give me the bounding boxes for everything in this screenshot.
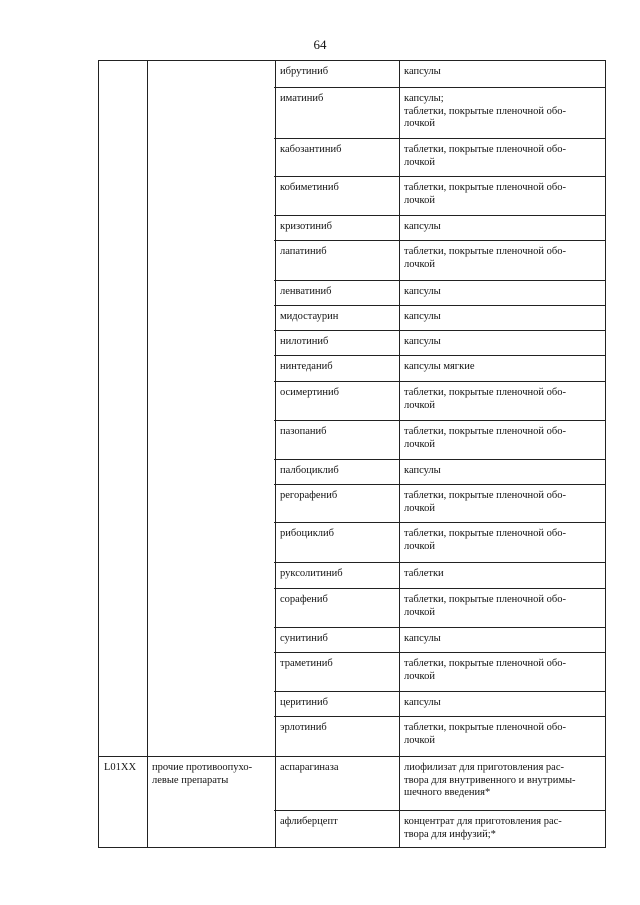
dosage-form: таблетки, покрытые пленочной обо- лочкой xyxy=(404,594,566,618)
row-divider xyxy=(274,420,606,421)
row-divider xyxy=(274,484,606,485)
drug-name: ибрутиниб xyxy=(280,66,329,77)
row-divider xyxy=(274,305,606,306)
row-divider xyxy=(274,215,606,216)
drug-name: мидостаурин xyxy=(280,311,339,322)
dosage-form: капсулы xyxy=(404,66,441,77)
atc-code: L01XX xyxy=(104,762,137,773)
row-divider xyxy=(274,240,606,241)
row-divider xyxy=(274,138,606,139)
dosage-form: таблетки, покрытые пленочной обо- лочкой xyxy=(404,144,566,168)
drug-name: кризотиниб xyxy=(280,221,332,232)
dosage-form: таблетки xyxy=(404,568,444,579)
drug-name: регорафениб xyxy=(280,490,338,501)
dosage-form: капсулы xyxy=(404,311,441,322)
row-divider xyxy=(274,810,606,811)
dosage-form: капсулы xyxy=(404,633,441,644)
row-divider xyxy=(274,330,606,331)
drug-name: траметиниб xyxy=(280,658,333,669)
dosage-form: капсулы; таблетки, покрытые пленочной обо- лочкой xyxy=(404,93,566,129)
drug-name: эрлотиниб xyxy=(280,722,327,733)
row-divider xyxy=(274,280,606,281)
drug-name: руксолитиниб xyxy=(280,568,343,579)
group-name: прочие противоопухо- левые препараты xyxy=(152,762,253,786)
dosage-form: таблетки, покрытые пленочной обо- лочкой xyxy=(404,722,566,746)
drug-name: кабозантиниб xyxy=(280,144,342,155)
row-divider xyxy=(274,716,606,717)
dosage-form: капсулы xyxy=(404,465,441,476)
row-divider xyxy=(274,691,606,692)
drug-name: иматиниб xyxy=(280,93,324,104)
table-top-border xyxy=(98,60,606,61)
drug-name: аспарагиназа xyxy=(280,762,339,773)
row-divider xyxy=(274,522,606,523)
drug-name: сорафениб xyxy=(280,594,328,605)
dosage-form: капсулы xyxy=(404,697,441,708)
drug-name: кобиметиниб xyxy=(280,182,339,193)
dosage-form: лиофилизат для приготовления рас- твора для внутривенного и внутримы- шечного введения* xyxy=(404,762,576,798)
col-divider-2 xyxy=(275,60,276,847)
row-divider xyxy=(274,459,606,460)
drug-name: сунитиниб xyxy=(280,633,328,644)
row-divider xyxy=(274,562,606,563)
col-divider-3 xyxy=(399,60,400,847)
drug-name: осимертиниб xyxy=(280,387,339,398)
page-number: 64 xyxy=(313,37,327,52)
dosage-form: таблетки, покрытые пленочной обо- лочкой xyxy=(404,658,566,682)
dosage-form: таблетки, покрытые пленочной обо- лочкой xyxy=(404,528,566,552)
row-divider xyxy=(274,87,606,88)
drug-name: пазопаниб xyxy=(280,426,327,437)
row-divider xyxy=(274,588,606,589)
dosage-form: капсулы xyxy=(404,221,441,232)
drug-name: нилотиниб xyxy=(280,336,329,347)
dosage-form: капсулы xyxy=(404,336,441,347)
dosage-form: капсулы мягкие xyxy=(404,361,475,372)
dosage-form: таблетки, покрытые пленочной обо- лочкой xyxy=(404,490,566,514)
dosage-form: таблетки, покрытые пленочной обо- лочкой xyxy=(404,387,566,411)
group-divider xyxy=(98,756,606,757)
drug-name: ленватиниб xyxy=(280,286,332,297)
dosage-form: капсулы xyxy=(404,286,441,297)
drug-name: нинтеданиб xyxy=(280,361,333,372)
drug-name: рибоциклиб xyxy=(280,528,335,539)
row-divider xyxy=(274,355,606,356)
dosage-form: таблетки, покрытые пленочной обо- лочкой xyxy=(404,246,566,270)
dosage-form: таблетки, покрытые пленочной обо- лочкой xyxy=(404,182,566,206)
drug-name: палбоциклиб xyxy=(280,465,339,476)
row-divider xyxy=(274,381,606,382)
row-divider xyxy=(274,652,606,653)
drug-name: лапатиниб xyxy=(280,246,327,257)
col-divider-1 xyxy=(147,60,148,847)
dosage-form: таблетки, покрытые пленочной обо- лочкой xyxy=(404,426,566,450)
row-divider xyxy=(274,627,606,628)
drug-name: церитиниб xyxy=(280,697,328,708)
drug-name: афлиберцепт xyxy=(280,816,338,827)
row-divider xyxy=(274,176,606,177)
dosage-form: концентрат для приготовления рас- твора для инфузий;* xyxy=(404,816,562,840)
